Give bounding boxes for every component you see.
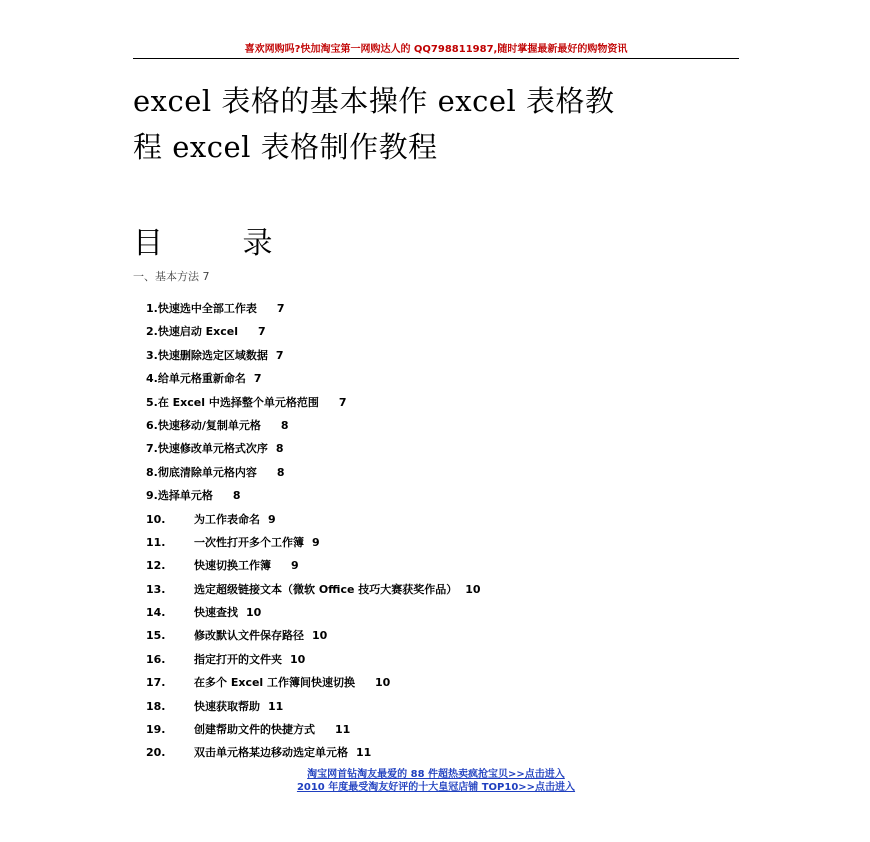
page-footer bbox=[133, 768, 739, 794]
toc-item[interactable] bbox=[146, 391, 481, 414]
toc-item-number: 14. bbox=[146, 606, 166, 620]
toc-item-text: 修改默认文件保存路径 bbox=[194, 629, 304, 643]
toc-item[interactable] bbox=[146, 320, 481, 343]
toc-item[interactable] bbox=[146, 531, 481, 554]
toc-item-number: 17. bbox=[146, 676, 166, 690]
toc-item-page: 8 bbox=[232, 489, 241, 503]
toc-item-number: 13. bbox=[146, 582, 166, 596]
toc-list bbox=[146, 297, 481, 765]
title-line-2: 程 excel 表格制作教程 bbox=[133, 130, 438, 164]
toc-item-page: 10 bbox=[290, 652, 306, 666]
toc-item-page: 9 bbox=[268, 512, 276, 526]
toc-item[interactable] bbox=[146, 624, 481, 647]
toc-item-number: 18. bbox=[146, 699, 166, 713]
toc-item-number: 16. bbox=[146, 652, 166, 666]
toc-item[interactable] bbox=[146, 484, 481, 507]
toc-item-text: 指定打开的文件夹 bbox=[194, 652, 282, 666]
toc-item-number: 19. bbox=[146, 723, 166, 737]
toc-item-page: 10 bbox=[465, 582, 481, 596]
toc-item-text: 快速修改单元格式次序 bbox=[157, 442, 268, 456]
footer-link-top-shops[interactable]: 2010 年度最受淘友好评的十大皇冠店铺 TOP10>>点击进入 bbox=[296, 782, 576, 793]
footer-link-hot-items[interactable]: 淘宝网首钻淘友最爱的 88 件超热卖疯抢宝贝>>点击进入 bbox=[307, 769, 565, 780]
toc-item-text: 快速删除选定区域数据 bbox=[157, 348, 268, 362]
toc-item-page: 9 bbox=[291, 559, 299, 573]
toc-item-number: 20. bbox=[146, 746, 166, 760]
toc-item[interactable] bbox=[146, 414, 481, 437]
toc-item-page: 7 bbox=[258, 325, 266, 339]
toc-item[interactable] bbox=[146, 461, 481, 484]
toc-item-page: 9 bbox=[312, 535, 320, 549]
toc-item-number: 6. bbox=[146, 418, 158, 432]
toc-item-number: 11. bbox=[146, 535, 166, 549]
toc-item-text: 在多个 Excel 工作簿间快速切换 bbox=[194, 676, 356, 690]
toc-item-number: 10. bbox=[146, 512, 166, 526]
toc-item[interactable] bbox=[146, 437, 481, 460]
toc-item-text: 快速选中全部工作表 bbox=[157, 302, 257, 315]
toc-item[interactable] bbox=[146, 741, 481, 764]
toc-item-text: 快速查找 bbox=[194, 606, 238, 620]
toc-item-text: 为工作表命名 bbox=[194, 512, 260, 526]
toc-item-number: 5. bbox=[146, 395, 158, 409]
toc-item-page: 8 bbox=[276, 465, 285, 479]
toc-item-text: 彻底清除单元格内容 bbox=[157, 465, 257, 479]
toc-item-page: 10 bbox=[375, 676, 391, 690]
title-line-1: excel 表格的基本操作 excel 表格教 bbox=[133, 84, 615, 118]
toc-item-text: 给单元格重新命名 bbox=[157, 372, 246, 386]
toc-item[interactable] bbox=[146, 718, 481, 741]
toc-item-text: 快速切换工作簿 bbox=[194, 559, 271, 573]
toc-item[interactable] bbox=[146, 508, 481, 531]
toc-item[interactable] bbox=[146, 695, 481, 718]
document-title bbox=[133, 78, 753, 170]
toc-item-page: 11 bbox=[335, 723, 351, 737]
toc-item-number: 1. bbox=[146, 302, 158, 315]
toc-item[interactable] bbox=[146, 578, 481, 601]
toc-item-text: 双击单元格某边移动选定单元格 bbox=[194, 746, 348, 760]
toc-item-page: 7 bbox=[276, 302, 285, 315]
toc-item-text: 创建帮助文件的快捷方式 bbox=[194, 723, 315, 737]
toc-section-heading: 一、基本方法 7 bbox=[133, 270, 210, 283]
toc-item-page: 7 bbox=[275, 348, 284, 362]
toc-item[interactable] bbox=[146, 554, 481, 577]
toc-item-number: 8. bbox=[146, 465, 158, 479]
toc-item-text: 选择单元格 bbox=[157, 489, 213, 503]
toc-item-page: 10 bbox=[246, 606, 262, 620]
toc-item[interactable] bbox=[146, 367, 481, 390]
toc-item-text: 快速获取帮助 bbox=[194, 699, 260, 713]
toc-heading: 目 录 bbox=[133, 226, 273, 261]
toc-item-number: 2. bbox=[146, 325, 158, 339]
page-header-ad: 喜欢网购吗?快加淘宝第一网购达人的 QQ798811987,随时掌握最新最好的购物资讯 bbox=[133, 40, 739, 59]
toc-item-number: 7. bbox=[146, 442, 158, 456]
toc-item-text: 一次性打开多个工作簿 bbox=[194, 535, 304, 549]
toc-item-page: 8 bbox=[275, 442, 284, 456]
toc-item[interactable] bbox=[146, 648, 481, 671]
toc-item-text: 选定超级链接文本（微软 Office 技巧大赛获奖作品） bbox=[194, 582, 458, 596]
toc-item[interactable] bbox=[146, 297, 481, 320]
toc-item-page: 11 bbox=[268, 699, 284, 713]
toc-item-page: 11 bbox=[356, 746, 372, 760]
toc-item-page: 10 bbox=[312, 629, 328, 643]
toc-item-number: 3. bbox=[146, 348, 158, 362]
toc-item-text: 在 Excel 中选择整个单元格范围 bbox=[157, 395, 319, 409]
toc-item-text: 快速移动/复制单元格 bbox=[157, 418, 261, 432]
toc-item-number: 12. bbox=[146, 559, 166, 573]
toc-item-number: 4. bbox=[146, 372, 158, 386]
toc-item-page: 7 bbox=[253, 372, 262, 386]
toc-item[interactable] bbox=[146, 344, 481, 367]
toc-item[interactable] bbox=[146, 601, 481, 624]
toc-item-page: 8 bbox=[280, 418, 289, 432]
toc-item[interactable] bbox=[146, 671, 481, 694]
toc-item-page: 7 bbox=[338, 395, 347, 409]
toc-item-number: 9. bbox=[146, 489, 158, 503]
toc-item-text: 快速启动 Excel bbox=[157, 325, 239, 339]
toc-item-number: 15. bbox=[146, 629, 166, 643]
